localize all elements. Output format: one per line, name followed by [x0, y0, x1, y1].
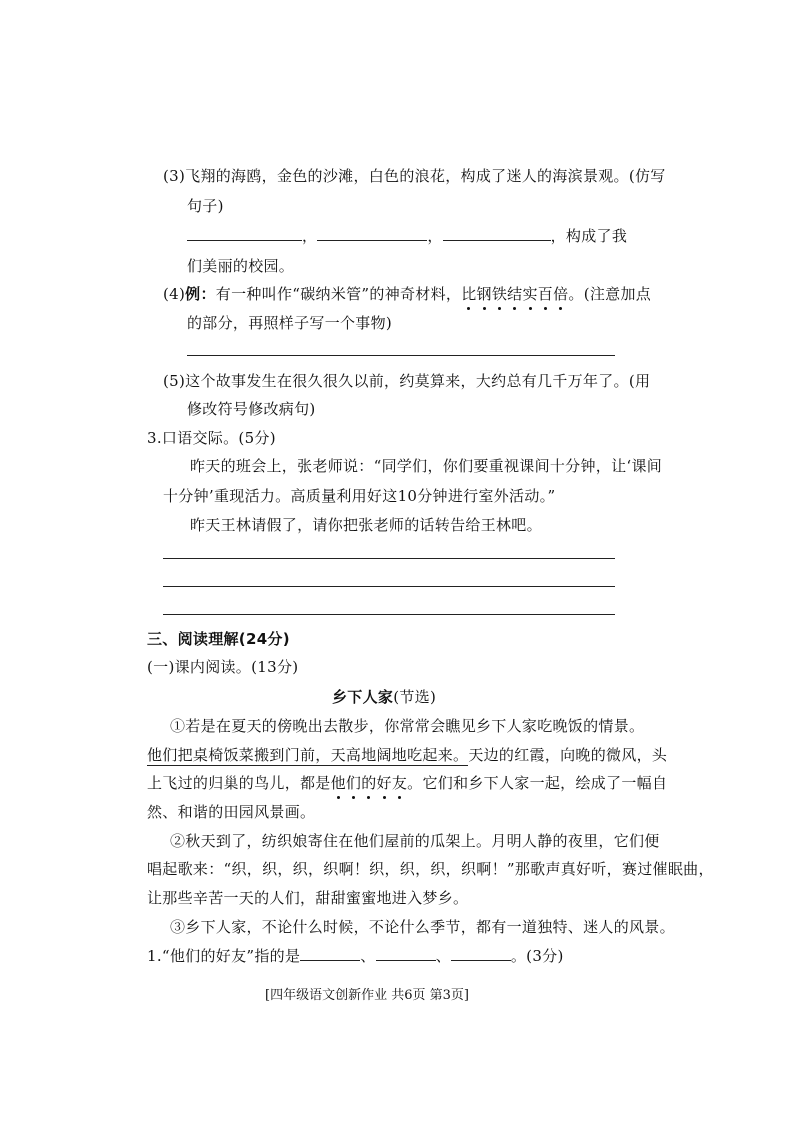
q3-comma-2: ，: [427, 227, 443, 245]
oral-answer-line-3[interactable]: [163, 614, 615, 615]
passage-dotted-char: 好: [376, 774, 392, 792]
q4-dotted-char: 铁: [491, 285, 508, 303]
q3-blank-1[interactable]: [187, 226, 302, 241]
q4-dotted-char: 实: [522, 285, 538, 303]
reading-q1-prefix: 1.“他们的好友”指的是: [147, 947, 301, 965]
q4-dotted-char: 比: [461, 285, 477, 303]
reading-subheading: (一)课内阅读。(13分): [147, 658, 299, 676]
reading-q1-suffix: 。(3分): [510, 947, 564, 965]
reading-section-heading: 三、阅读理解(24分): [147, 630, 290, 648]
passage-p1-line-4: 然、和谐的田园风景画。: [147, 803, 316, 821]
passage-title-note: (节选): [393, 688, 437, 706]
q4-dotted-char: 钢: [476, 285, 492, 303]
passage-p1-line-2: [147, 744, 667, 765]
passage-p3: ③乡下人家，不论什么时候，不论什么季节，都有一道独特、迷人的风景。: [170, 918, 675, 936]
page-footer: [四年级语文创新作业 共6页 第3页]: [265, 988, 469, 1003]
oral-para2: 昨天王林请假了，请你把张老师的话转告给王林吧。: [190, 516, 542, 534]
passage-title: [332, 686, 436, 707]
q3-blank-3[interactable]: [443, 226, 551, 241]
q4-text-b: 。(注意加点: [568, 285, 652, 303]
q3-fill-line: [187, 225, 627, 246]
passage-dotted-char: 他: [330, 774, 346, 792]
oral-para1-line-2: 十分钟’重现活力。高质量利用好这10分钟进行室外活动。”: [163, 487, 556, 505]
passage-underlined-sentence: 他们把桌椅饭菜搬到门前，天高地阔地吃起来。: [147, 746, 469, 764]
passage-dotted-char: 的: [361, 774, 377, 792]
reading-q1-sep-1: 、: [360, 947, 376, 965]
passage-p2-line-2: 唱起歌来：“织，织，织，织啊！织，织，织，织啊！”那歌声真好听，赛过催眠曲，: [147, 860, 714, 878]
q5-line-2: 修改符号修改病句): [187, 400, 316, 418]
q4-line-1: [163, 283, 651, 304]
q4-dotted-char: 结: [507, 285, 523, 303]
q4-example-label: 例：: [185, 285, 216, 303]
oral-para1-line-1: 昨天的班会上，张老师说：“同学们，你们要重视课间十分钟，让‘课间: [190, 457, 663, 475]
q3-line-2: 句子): [187, 197, 224, 215]
q3-line-1: (3)飞翔的海鸥，金色的沙滩，白色的浪花，构成了迷人的海滨景观。(仿写: [163, 167, 666, 185]
q4-dotted-char: 倍: [553, 285, 569, 303]
q4-text-a: 有一种叫作“碳纳米管”的神奇材料，: [215, 285, 462, 303]
oral-answer-line-1[interactable]: [163, 558, 615, 559]
q3-tail: ，构成了我: [550, 227, 628, 245]
q3-blank-2[interactable]: [317, 226, 427, 241]
passage-dotted-char: 们: [345, 774, 362, 792]
q3-line-4: 们美丽的校园。: [187, 257, 295, 275]
q3-comma-1: ，: [302, 227, 318, 245]
q4-line-2: 的部分，再照样子写一个事物): [187, 314, 393, 332]
reading-q1-blank-1[interactable]: [300, 946, 360, 961]
reading-q1-blank-3[interactable]: [451, 946, 511, 961]
passage-title-main: 乡下人家: [332, 688, 394, 706]
reading-q1-blank-2[interactable]: [376, 946, 436, 961]
passage-p2-line-3: 让那些辛苦一天的人们，甜甜蜜蜜地进入梦乡。: [147, 889, 469, 907]
oral-answer-line-2[interactable]: [163, 586, 615, 587]
oral-heading: 3.口语交际。(5分): [147, 429, 276, 447]
passage-p2-line-1: ②秋天到了，纺织娘寄住在他们屋前的瓜架上。月明人静的夜里，它们便: [170, 832, 660, 850]
passage-p1-line-2-rest: 天边的红霞，向晚的微风，头: [468, 746, 668, 764]
q4-answer-line[interactable]: [187, 355, 615, 356]
passage-p1-line-1: ①若是在夏天的傍晚出去散步，你常常会瞧见乡下人家吃晚饭的情景。: [170, 717, 645, 735]
q4-prefix: (4): [163, 285, 186, 303]
q5-line-1: (5)这个故事发生在很久很久以前，约莫算来，大约总有几千万年了。(用: [163, 372, 651, 390]
reading-question-1: [147, 945, 564, 966]
reading-q1-sep-2: 、: [435, 947, 451, 965]
passage-dotted-char: 友: [391, 774, 408, 792]
passage-p1-line-3: [147, 772, 667, 793]
passage-p1-line-3-b: 。它们和乡下人家一起，绘成了一幅自: [407, 774, 668, 792]
passage-p1-line-3-a: 上飞过的归巢的鸟儿，都是: [147, 774, 331, 792]
q4-dotted-char: 百: [537, 285, 554, 303]
